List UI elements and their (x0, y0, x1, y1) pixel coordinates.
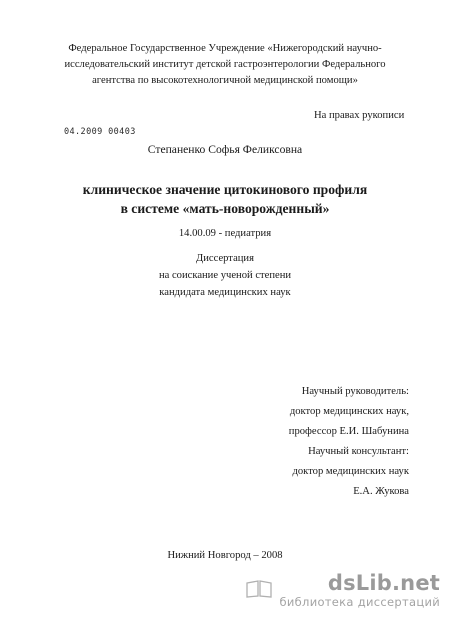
supervisor-heading: Научный руководитель: (301, 386, 409, 397)
consultant-heading: Научный консультант: (308, 446, 409, 457)
book-icon (245, 579, 273, 599)
degree-line-2: на соискание ученой степени (158, 270, 292, 281)
consultant-name: Е.А. Жукова (353, 486, 409, 497)
supervisor-degree: доктор медицинских наук, (289, 406, 409, 417)
rights-note: На правах рукописи (314, 110, 405, 121)
consultant-degree: доктор медицинских наук (292, 466, 409, 477)
degree-line-3: кандидата медицинских наук (159, 287, 291, 298)
registration-code: 04.2009 00403 (64, 127, 136, 137)
author-name: Степаненко Софья Феликсовна (147, 143, 303, 156)
watermark-tagline: библиотека диссертаций (279, 595, 440, 609)
dissertation-title-line-1: клиническое значение цитокинового профиля (82, 182, 368, 197)
institution-line-2: исследовательский институт детской гастроэнтерологии Федерального (64, 59, 386, 70)
degree-line-1: Диссертация (196, 253, 254, 264)
place-year: Нижний Новгород – 2008 (167, 550, 283, 561)
specialty: 14.00.09 - педиатрия (178, 228, 272, 239)
watermark-logo: dsLib.net (327, 571, 440, 595)
institution-line-3: агентства по высокотехнологичной медицинской помощи» (92, 75, 358, 86)
institution-line-1: Федеральное Государственное Учреждение «Нижегородский научно- (68, 43, 382, 54)
supervisor-name: профессор Е.И. Шабунина (288, 426, 409, 437)
dissertation-title-line-2: в системе «мать-новорожденный» (120, 201, 330, 216)
